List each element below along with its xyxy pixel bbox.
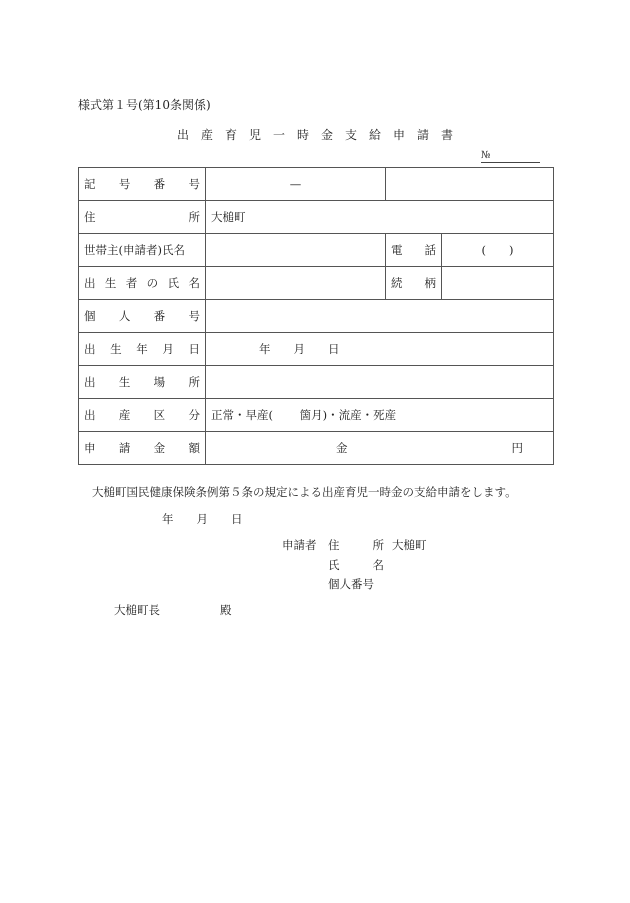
table-row xyxy=(79,201,554,234)
label-phone: 電 話 xyxy=(386,234,442,267)
label-newborn-name: 出 生 者 の 氏 名 xyxy=(79,267,206,300)
birth-place-field[interactable] xyxy=(206,366,554,399)
requested-amount-field[interactable] xyxy=(206,432,554,465)
applicant-address-value[interactable]: 大槌町 xyxy=(392,538,427,552)
table-row xyxy=(79,234,554,267)
householder-name-field[interactable] xyxy=(206,234,386,267)
document-number-field[interactable]: № xyxy=(481,150,540,163)
relationship-field[interactable] xyxy=(442,267,554,300)
table-row xyxy=(79,333,554,366)
label-address: 住 所 xyxy=(79,201,206,234)
declaration-text: 大槌町国民健康保険条例第５条の規定による出産育児一時金の支給申請をします。 xyxy=(92,485,517,499)
table-row xyxy=(79,267,554,300)
label-symbol-number: 記 号 番 号 xyxy=(79,168,206,201)
table-row xyxy=(79,300,554,333)
addressee: 大槌町長 xyxy=(114,603,160,617)
applicant-name-label: 氏 名 xyxy=(328,557,384,572)
table-row xyxy=(79,366,554,399)
label-requested-amount: 申 請 金 額 xyxy=(79,432,206,465)
table-row xyxy=(79,432,554,465)
honorific: 殿 xyxy=(220,603,232,617)
birth-date-field[interactable] xyxy=(206,333,554,366)
label-birth-place: 出 生 場 所 xyxy=(79,366,206,399)
birth-date-value: 年 月 日 xyxy=(259,342,340,356)
form-number: 様式第１号(第10条関係) xyxy=(78,98,211,112)
symbol-number-extra-field[interactable] xyxy=(386,168,554,201)
birth-category-field[interactable]: 正常・早産( 箇月)・流産・死産 xyxy=(206,399,554,432)
label-birth-date: 出 生 年 月 日 xyxy=(79,333,206,366)
symbol-number-field[interactable]: — xyxy=(206,168,386,201)
application-date[interactable]: 年 月 日 xyxy=(162,512,243,526)
label-personal-number: 個 人 番 号 xyxy=(79,300,206,333)
label-householder-name: 世帯主(申請者)氏名 xyxy=(79,234,206,267)
applicant-id-label: 個人番号 xyxy=(328,577,374,591)
phone-field[interactable]: ( ) xyxy=(442,234,554,267)
personal-number-field[interactable] xyxy=(206,300,554,333)
label-birth-category: 出 産 区 分 xyxy=(79,399,206,432)
applicant-block xyxy=(282,536,427,595)
applicant-address-label: 住 所 xyxy=(328,538,384,552)
table-row xyxy=(79,168,554,201)
applicant-heading: 申請者 xyxy=(282,538,317,552)
address-field[interactable]: 大槌町 xyxy=(206,201,554,234)
table-row xyxy=(79,399,554,432)
amount-suffix: 円 xyxy=(511,441,523,455)
document-title: 出産育児一時金支給申請書 xyxy=(176,128,465,142)
application-table xyxy=(78,167,554,465)
amount-prefix: 金 xyxy=(336,441,348,455)
label-relationship: 続 柄 xyxy=(386,267,442,300)
newborn-name-field[interactable] xyxy=(206,267,386,300)
